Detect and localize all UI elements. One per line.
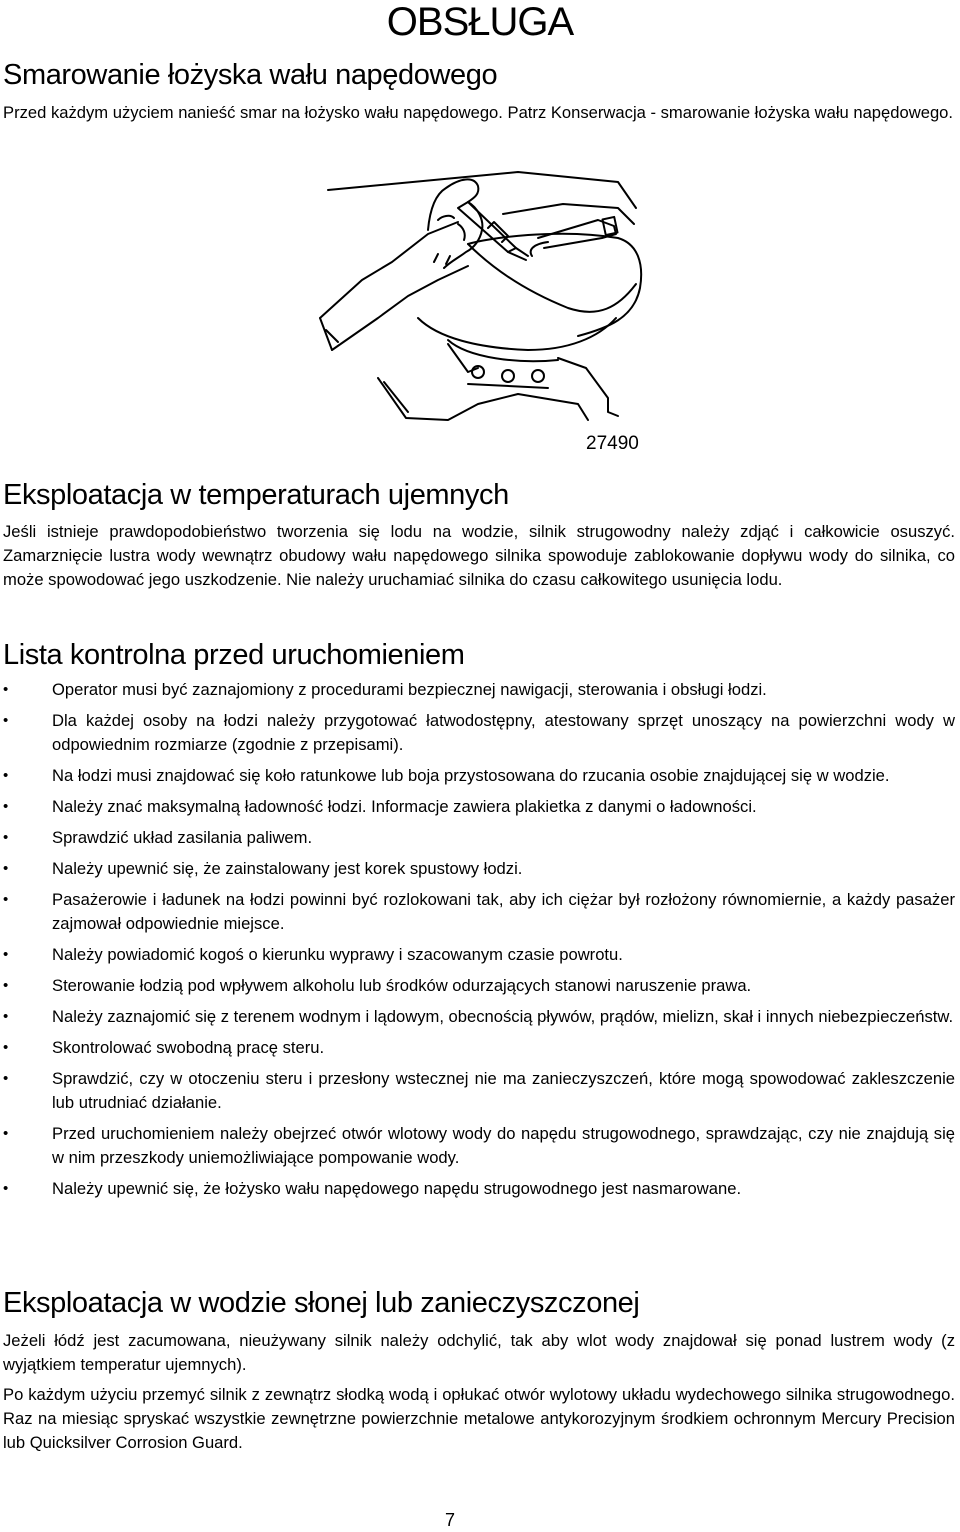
salt-water-paragraph-1: Jeżeli łódź jest zacumowana, nieużywany silnik należy odchylić, tak aby wlot wody znajdował się ponad lustrem wody (z wyjątkiem temperatur ujemnych). <box>3 1331 955 1374</box>
bullet-icon: • <box>3 798 9 815</box>
bearing-lubrication-paragraph <box>3 101 955 125</box>
list-item-text: Na łodzi musi znajdować się koło ratunkowe lub boja przystosowana do rzucania osobie znajdującej się w wodzie. <box>52 766 890 785</box>
grease-gun-bearing-illustration <box>318 168 648 430</box>
paragraph-text: Przed każdym użyciem nanieść smar na łożysko wału napędowego. Patrz <box>3 103 551 122</box>
section-heading-salt-water: Eksploatacja w wodzie słonej lub zanieczyszczonej <box>3 1287 640 1319</box>
page-title: OBSŁUGA <box>386 0 574 44</box>
list-item-text: Sprawdzić układ zasilania paliwem. <box>52 828 313 847</box>
page-header <box>0 0 960 44</box>
list-item <box>0 888 955 936</box>
pre-start-checklist <box>0 678 955 1208</box>
list-item <box>0 943 955 967</box>
bullet-icon: • <box>3 1008 9 1025</box>
bullet-icon: • <box>3 767 9 784</box>
cross-reference-link[interactable]: Konserwacja - smarowanie łożyska wału napędowego <box>550 103 949 122</box>
list-item-text: Operator musi być zaznajomiony z procedurami bezpiecznej nawigacji, sterowania i obsługi łodzi. <box>52 680 767 699</box>
freezing-paragraph: Jeśli istnieje prawdopodobieństwo tworzenia się lodu na wodzie, silnik strugowodny należy zdjąć i całkowicie osuszyć. Zamarznięcie lustra wody wewnątrz obudowy wału napędowego silnika spowoduje zablokowanie dopływu wody do silnika, co może spowodować jego uszkodzenie. Nie należy uruchamiać silnika do czasu całkowitego usunięcia lodu. <box>3 522 955 589</box>
section-heading-checklist: Lista kontrolna przed uruchomieniem <box>3 639 465 671</box>
list-item-text: Należy zaznajomić się z terenem wodnym i lądowym, obecnością pływów, prądów, mielizn, skał i innych niebezpieczeństw. <box>52 1007 954 1026</box>
bullet-icon: • <box>3 681 9 698</box>
list-item <box>0 826 955 850</box>
list-item <box>0 1067 955 1115</box>
bullet-icon: • <box>3 1180 9 1197</box>
list-item <box>0 795 955 819</box>
list-item <box>0 974 955 998</box>
list-item-text: Przed uruchomieniem należy obejrzeć otwór wlotowy wody do napędu strugowodnego, sprawdzając, czy nie znajdują się w nim przeszkody uniemożliwiające pompowanie wody. <box>52 1124 955 1167</box>
list-item-text: Sterowanie łodzią pod wpływem alkoholu lub środków odurzających stanowi naruszenie prawa. <box>52 976 752 995</box>
bullet-icon: • <box>3 891 9 908</box>
figure-number: 27490 <box>586 433 639 454</box>
paragraph-text-end: . <box>948 103 954 122</box>
list-item <box>0 1005 955 1029</box>
list-item-text: Sprawdzić, czy w otoczeniu steru i przesłony wstecznej nie ma zanieczyszczeń, które mogą spowodować zakleszczenie lub utrudniać działanie. <box>52 1069 955 1112</box>
list-item <box>0 678 955 702</box>
section-heading-freezing: Eksploatacja w temperaturach ujemnych <box>3 479 509 511</box>
bullet-icon: • <box>3 1125 9 1142</box>
bullet-icon: • <box>3 1070 9 1087</box>
bullet-icon: • <box>3 829 9 846</box>
salt-water-paragraph-2: Po każdym użyciu przemyć silnik z zewnątrz słodką wodą i opłukać otwór wylotowy układu wydechowego silnika strugowodnego. Raz na miesiąc spryskać wszystkie zewnętrzne powierzchnie metalowe antykorozyjnym środkiem ochronnym Mercury Precision lub Quicksilver Corrosion Guard. <box>3 1385 955 1452</box>
bullet-icon: • <box>3 712 9 729</box>
bullet-icon: • <box>3 977 9 994</box>
list-item-text: Należy powiadomić kogoś o kierunku wyprawy i szacowanym czasie powrotu. <box>52 945 623 964</box>
bullet-icon: • <box>3 860 9 877</box>
bullet-icon: • <box>3 1039 9 1056</box>
list-item <box>0 1036 955 1060</box>
list-item <box>0 1122 955 1170</box>
list-item-text: Należy upewnić się, że zainstalowany jest korek spustowy łodzi. <box>52 859 523 878</box>
list-item-text: Dla każdej osoby na łodzi należy przygotować łatwodostępny, atestowany sprzęt unoszący na powierzchni wody w odpowiednim rozmiarze (zgodnie z przepisami). <box>52 711 955 754</box>
list-item <box>0 764 955 788</box>
list-item-text: Skontrolować swobodną pracę steru. <box>52 1038 325 1057</box>
list-item <box>0 1177 955 1201</box>
section-heading-bearing-lubrication: Smarowanie łożyska wału napędowego <box>3 59 498 91</box>
list-item-text: Należy znać maksymalną ładowność łodzi. Informacje zawiera plakietka z danymi o ładowności. <box>52 797 757 816</box>
bullet-icon: • <box>3 946 9 963</box>
list-item-text: Pasażerowie i ładunek na łodzi powinni być rozlokowani tak, aby ich ciężar był rozłożony równomiernie, a każdy pasażer zajmował odpowiednie miejsce. <box>52 890 955 933</box>
list-item <box>0 857 955 881</box>
list-item-text: Należy upewnić się, że łożysko wału napędowego napędu strugowodnego jest nasmarowane. <box>52 1179 742 1198</box>
list-item <box>0 709 955 757</box>
page-number: 7 <box>444 1510 455 1530</box>
